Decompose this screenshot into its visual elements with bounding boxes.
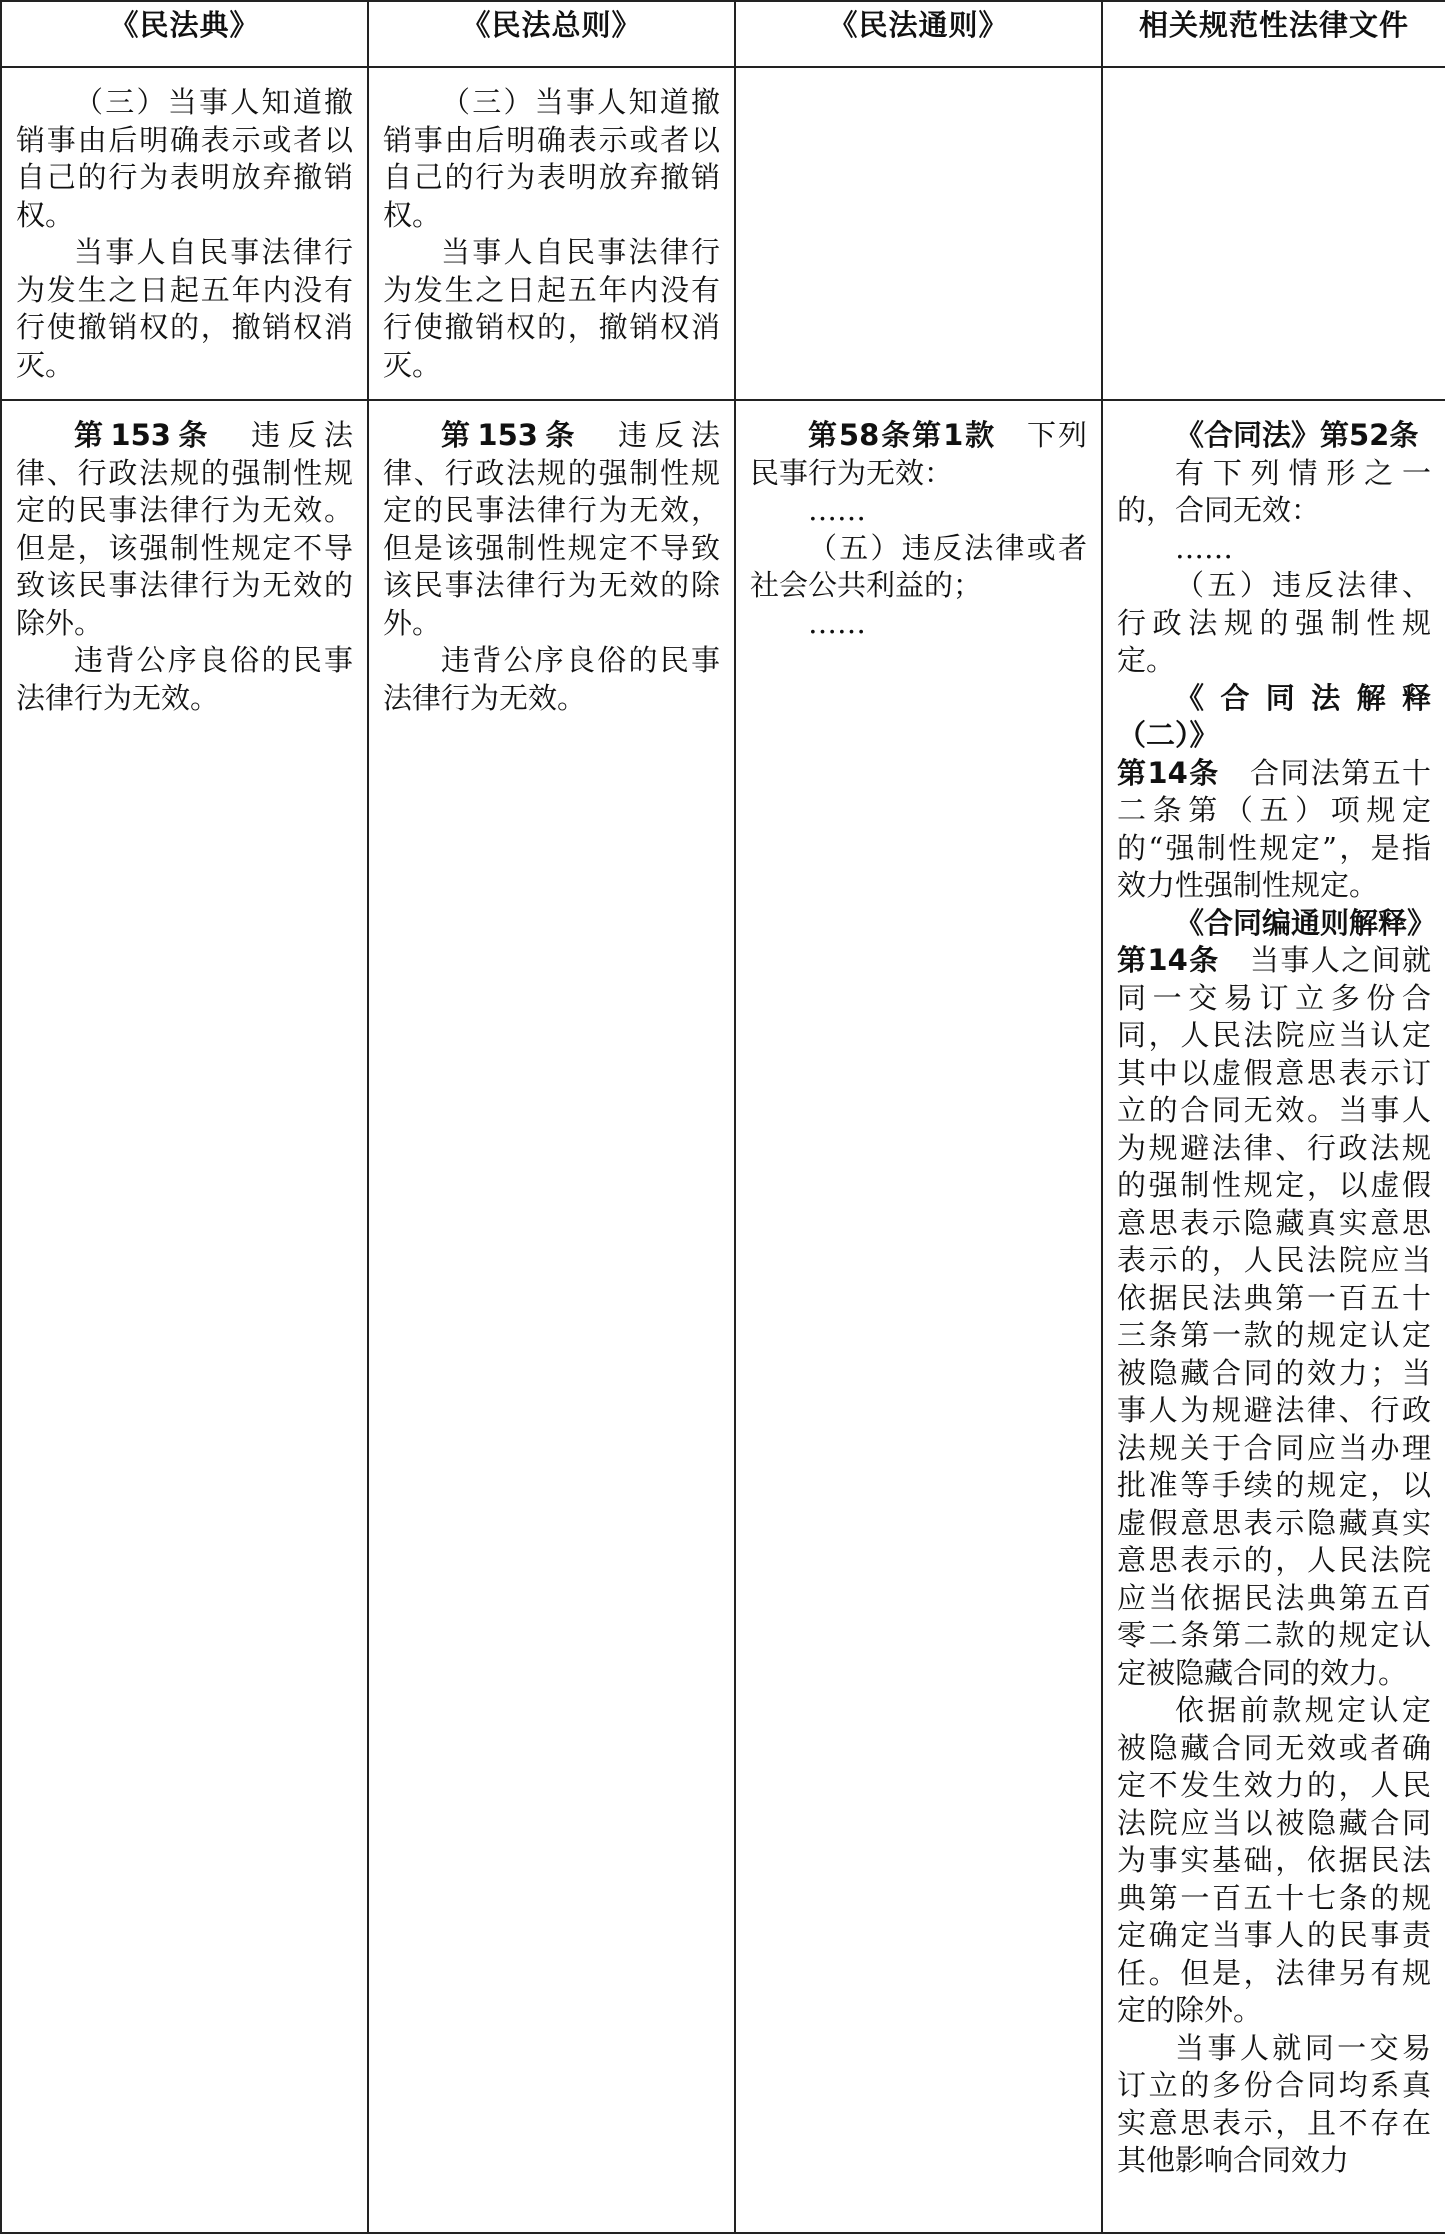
doc2-title: 《合同法解释（二）》 — [1117, 680, 1431, 752]
row2-col2-para2: 违背公序良俗的民事法律行为无效。 — [383, 643, 720, 715]
row2-col3-ellipsis2: …… — [808, 605, 866, 640]
article-text: 下列民事行为无效： — [750, 418, 1087, 490]
row2-related-documents-cell — [1102, 400, 1445, 2233]
article-text: 违反法律、行政法规的强制性规定的民事法律行为无效，但是该强制性规定不导致该民事法律行为无效的除外。 — [383, 418, 720, 640]
table-row — [1, 400, 1445, 2233]
doc3-text1 — [1117, 942, 1431, 1692]
article-text: 当事人之间就同一交易订立多份合同，人民法院应当认定其中以虚假意思表示订立的合同无效。当事人为规避法律、行政法规的强制性规定，以虚假意思表示隐藏真实意思表示的，人民法院应当依据民法典第一百五十三条第一款的规定认定被隐藏合同的效力；当事人为规避法律、行政法规关于合同应当办理批准等手续的规定，以虚假意思表示隐藏真实意思表示的，人民法院应当依据民法典第五百零二条第二款的规定认定被隐藏合同的效力。 — [1117, 943, 1431, 1690]
doc1-para1: 有下列情形之一的，合同无效： — [1117, 455, 1431, 527]
row1-general-principles-cell — [735, 67, 1102, 400]
header-general-provisions: 《民法总则》 — [368, 1, 735, 67]
row2-civil-code-cell — [1, 400, 368, 2233]
article-text: 合同法第五十二条第（五）项规定的“强制性规定”，是指效力性强制性规定。 — [1117, 755, 1431, 902]
article-text: 违反法律、行政法规的强制性规定的民事法律行为无效。但是，该强制性规定不导致该民事法律行为无效的除外。 — [16, 418, 353, 640]
row2-col3-ellipsis1: …… — [808, 493, 866, 527]
header-row — [1, 1, 1445, 67]
row2-col3-para2: （五）违反法律或者社会公共利益的； — [750, 530, 1087, 602]
row2-col1-para1 — [16, 417, 353, 642]
row1-col2-para2: 当事人自民事法律行为发生之日起五年内没有行使撤销权的，撤销权消灭。 — [383, 235, 720, 382]
article-number: 第14条 — [1117, 755, 1220, 790]
article-number: 第58条第1款 — [808, 418, 997, 452]
row2-col2-para1 — [383, 417, 720, 642]
row1-related-documents-cell — [1102, 67, 1445, 400]
row2-general-principles-cell — [735, 400, 1102, 2233]
row2-col1-para2: 违背公序良俗的民事法律行为无效。 — [16, 643, 353, 715]
header-related-documents: 相关规范性法律文件 — [1102, 1, 1445, 67]
doc3-title: 《合同编通则解释》 — [1175, 905, 1437, 940]
doc1-title: 《合同法》第52条 — [1175, 418, 1419, 452]
doc2-text — [1117, 755, 1431, 905]
doc3-text2: 依据前款规定认定被隐藏合同无效或者确定不发生效力的，人民法院应当以被隐藏合同为事实基础，依据民法典第一百五十七条的规定确定当事人的民事责任。但是，法律另有规定的除外。 — [1117, 1693, 1431, 2027]
row1-col1-para2: 当事人自民事法律行为发生之日起五年内没有行使撤销权的，撤销权消灭。 — [16, 235, 353, 382]
row1-civil-code-cell — [1, 67, 368, 400]
row1-col1-para1: （三）当事人知道撤销事由后明确表示或者以自己的行为表明放弃撤销权。 — [16, 85, 353, 232]
article-number: 第153条 — [441, 418, 582, 452]
row1-general-provisions-cell — [368, 67, 735, 400]
header-civil-code: 《民法典》 — [1, 1, 368, 67]
row2-col3-para1 — [750, 417, 1087, 492]
doc3-text3: 当事人就同一交易订立的多份合同均系真实意思表示，且不存在其他影响合同效力 — [1117, 2030, 1431, 2177]
row2-general-provisions-cell — [368, 400, 735, 2233]
article-number: 第153条 — [74, 418, 215, 452]
doc1-para2: （五）违反法律、行政法规的强制性规定。 — [1117, 568, 1431, 677]
doc1-ellipsis: …… — [1175, 530, 1233, 565]
table-row — [1, 67, 1445, 400]
article-number: 第14条 — [1117, 943, 1220, 977]
header-general-principles: 《民法通则》 — [735, 1, 1102, 67]
row1-col2-para1: （三）当事人知道撤销事由后明确表示或者以自己的行为表明放弃撤销权。 — [383, 85, 720, 232]
